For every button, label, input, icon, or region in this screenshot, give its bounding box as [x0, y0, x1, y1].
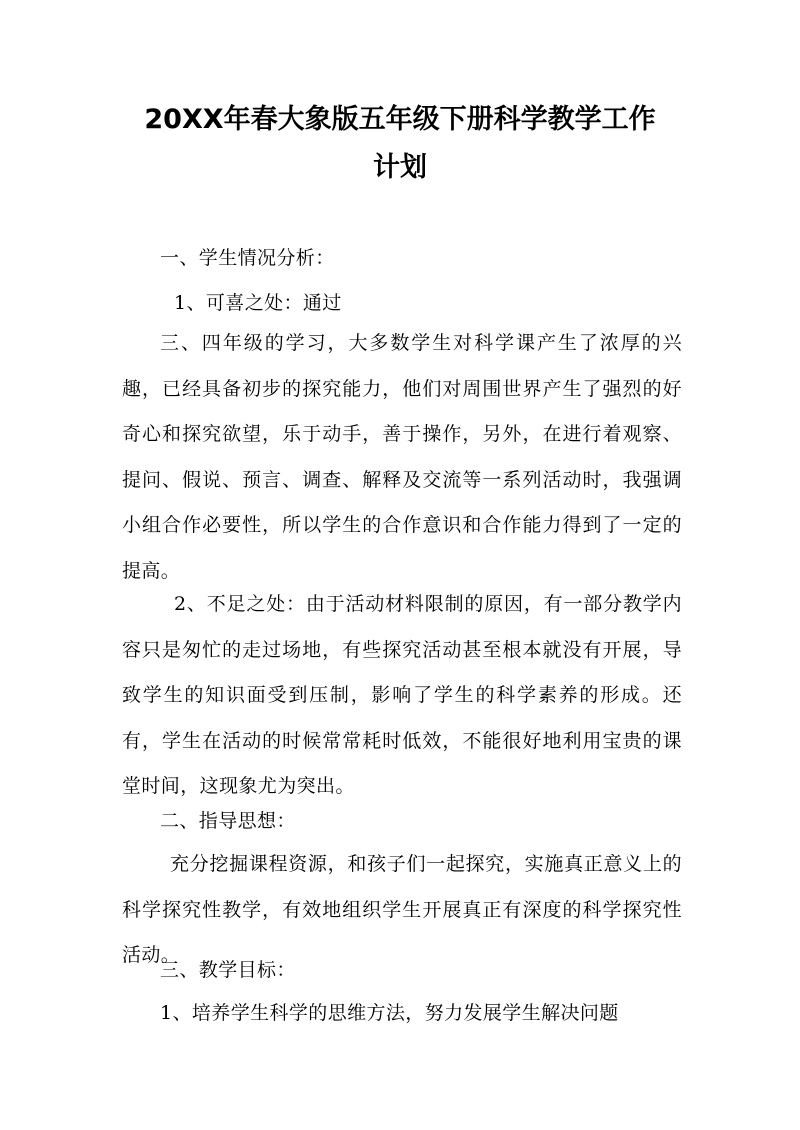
document-title-line2: 计划: [373, 152, 427, 183]
paragraph-goal-1: 1、培养学生科学的思维方法，努力发展学生解决问题: [160, 1002, 619, 1024]
paragraph-strengths: 三、四年级的学习，大多数学生对科学课产生了浓厚的兴趣，已经具备初步的探究能力，他们对周围世界产生了强烈的好奇心和探究欲望，乐于动手，善于操作，另外，在进行着观察、提问、假说、预言、调查、解释及交流等一系列活动时，我强调小组合作必要性，所以学生的合作意识和合作能力得到了一定的提高。: [122, 332, 682, 582]
section-heading-student-analysis: 一、学生情况分析：: [160, 247, 335, 269]
paragraph-guiding-thought: 充分挖掘课程资源，和孩子们一起探究，实施真正意义上的科学探究性教学，有效地组织学生开展真正有深度的科学探究性活动。: [122, 853, 682, 967]
paragraph-weaknesses: 2、不足之处：由于活动材料限制的原因，有一部分教学内容只是匆忙的走过场地，有些探究活动甚至根本就没有开展，导致学生的知识面受到压制，影响了学生的科学素养的形成。还有，学生在活动的时候常常耗时低效，不能很好地利用宝贵的课堂时间，这现象尤为突出。: [122, 593, 682, 798]
item-strengths-label: 1、可喜之处：通过: [174, 292, 342, 314]
section-heading-guiding-thought: 二、指导思想：: [160, 810, 296, 832]
section-heading-teaching-goals: 三、教学目标：: [160, 959, 296, 981]
document-title-line1: 20XX年春大象版五年级下册科学教学工作: [144, 104, 656, 135]
